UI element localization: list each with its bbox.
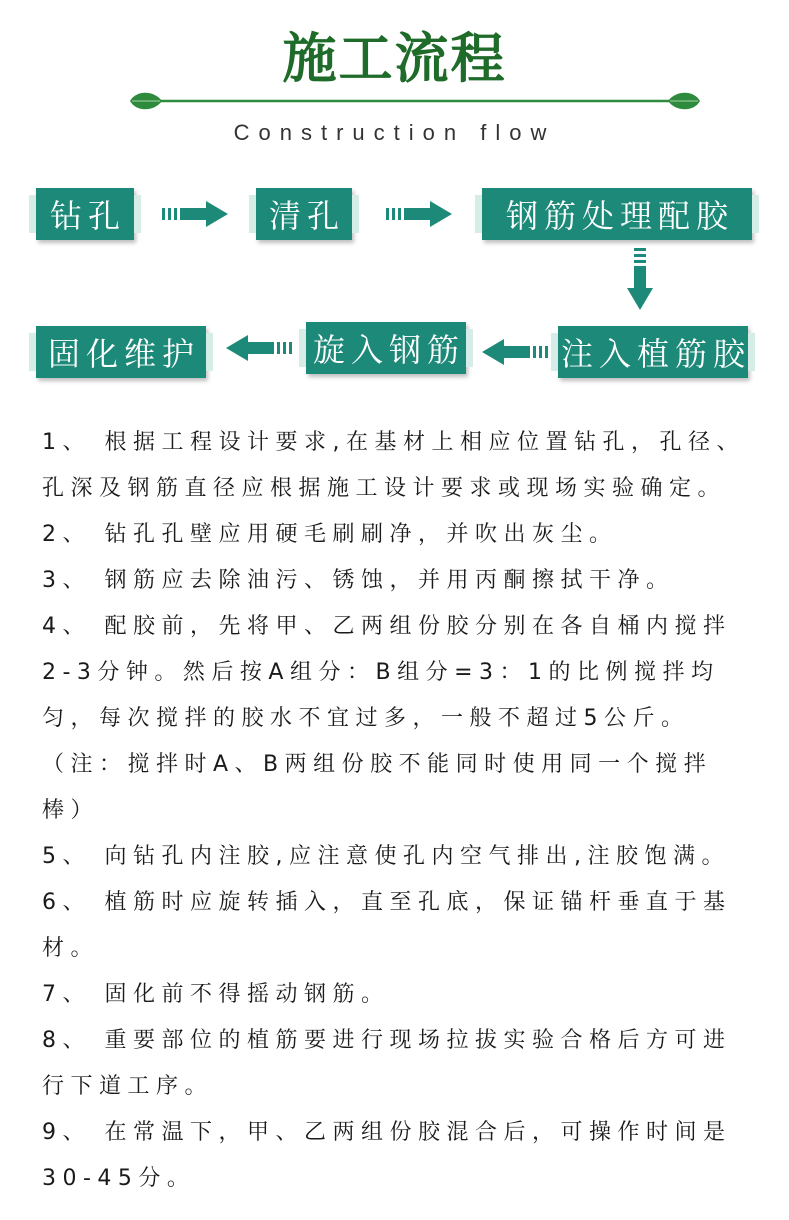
step-frame bbox=[551, 333, 755, 371]
step-frame bbox=[29, 195, 141, 233]
instruction-line: 6、 植筋时应旋转插入，直至孔底，保证锚杆垂直于基 bbox=[42, 890, 732, 915]
instruction-line: 5、 向钻孔内注胶,应注意使孔内空气排出,注胶饱满。 bbox=[42, 844, 730, 869]
instruction-line: （注：搅拌时A、B两组份胶不能同时使用同一个搅拌 bbox=[42, 752, 713, 777]
step-frame bbox=[29, 333, 213, 371]
step-frame bbox=[299, 329, 473, 367]
flow-step-label: 钢筋处理配胶 bbox=[505, 197, 734, 235]
instruction-line: 棒） bbox=[42, 798, 100, 823]
flow-step-label: 清孔 bbox=[268, 197, 345, 235]
flow-step-label: 注入植筋胶 bbox=[560, 335, 751, 373]
instructions-list bbox=[42, 420, 782, 1202]
arrow-left-icon bbox=[224, 334, 292, 362]
arrow-right-icon bbox=[162, 200, 230, 228]
instruction-line: 孔深及钢筋直径应根据施工设计要求或现场实验确定。 bbox=[42, 476, 727, 501]
arrow-down-icon bbox=[626, 248, 654, 312]
instruction-line: 8、 重要部位的植筋要进行现场拉拔实验合格后方可进 bbox=[42, 1028, 732, 1053]
instruction-line: 7、 固化前不得摇动钢筋。 bbox=[42, 982, 390, 1007]
instruction-line: 2-3分钟。然后按A组分：B组分=3：1的比例搅拌均 bbox=[42, 660, 720, 685]
step-frame bbox=[475, 195, 759, 233]
leaf-divider bbox=[128, 88, 702, 114]
arrow-left-icon bbox=[480, 338, 548, 366]
instruction-line: 行下道工序。 bbox=[42, 1074, 214, 1099]
instruction-line: 3、 钢筋应去除油污、锈蚀，并用丙酮擦拭干净。 bbox=[42, 568, 675, 593]
page-subtitle: Construction flow bbox=[233, 120, 556, 145]
instruction-line: 材。 bbox=[42, 936, 100, 961]
page-title: 施工流程 bbox=[282, 26, 507, 90]
flow-step-label: 旋入钢筋 bbox=[312, 331, 465, 369]
instruction-line: 9、 在常温下，甲、乙两组份胶混合后，可操作时间是 bbox=[42, 1120, 732, 1145]
flow-step-rebar-prep bbox=[482, 188, 752, 240]
instruction-line: 匀，每次搅拌的胶水不宜过多，一般不超过5公斤。 bbox=[42, 706, 690, 731]
arrow-right-icon bbox=[386, 200, 454, 228]
flow-step-curing bbox=[36, 326, 206, 378]
flow-step-label: 固化维护 bbox=[47, 335, 200, 373]
instruction-line: 4、 配胶前，先将甲、乙两组份胶分别在各自桶内搅拌 bbox=[42, 614, 732, 639]
flow-step-clean bbox=[256, 188, 352, 240]
instruction-line: 2、 钻孔孔壁应用硬毛刷刷净，并吹出灰尘。 bbox=[42, 522, 618, 547]
step-frame bbox=[249, 195, 359, 233]
flow-step-inject-glue bbox=[558, 326, 751, 378]
flow-step-drill bbox=[36, 188, 134, 240]
instruction-line: 30-45分。 bbox=[42, 1166, 196, 1191]
flow-step-insert-rebar bbox=[306, 322, 466, 374]
flow-step-label: 钻孔 bbox=[49, 197, 126, 235]
instruction-line: 1、 根据工程设计要求,在基材上相应位置钻孔，孔径、 bbox=[42, 430, 745, 455]
